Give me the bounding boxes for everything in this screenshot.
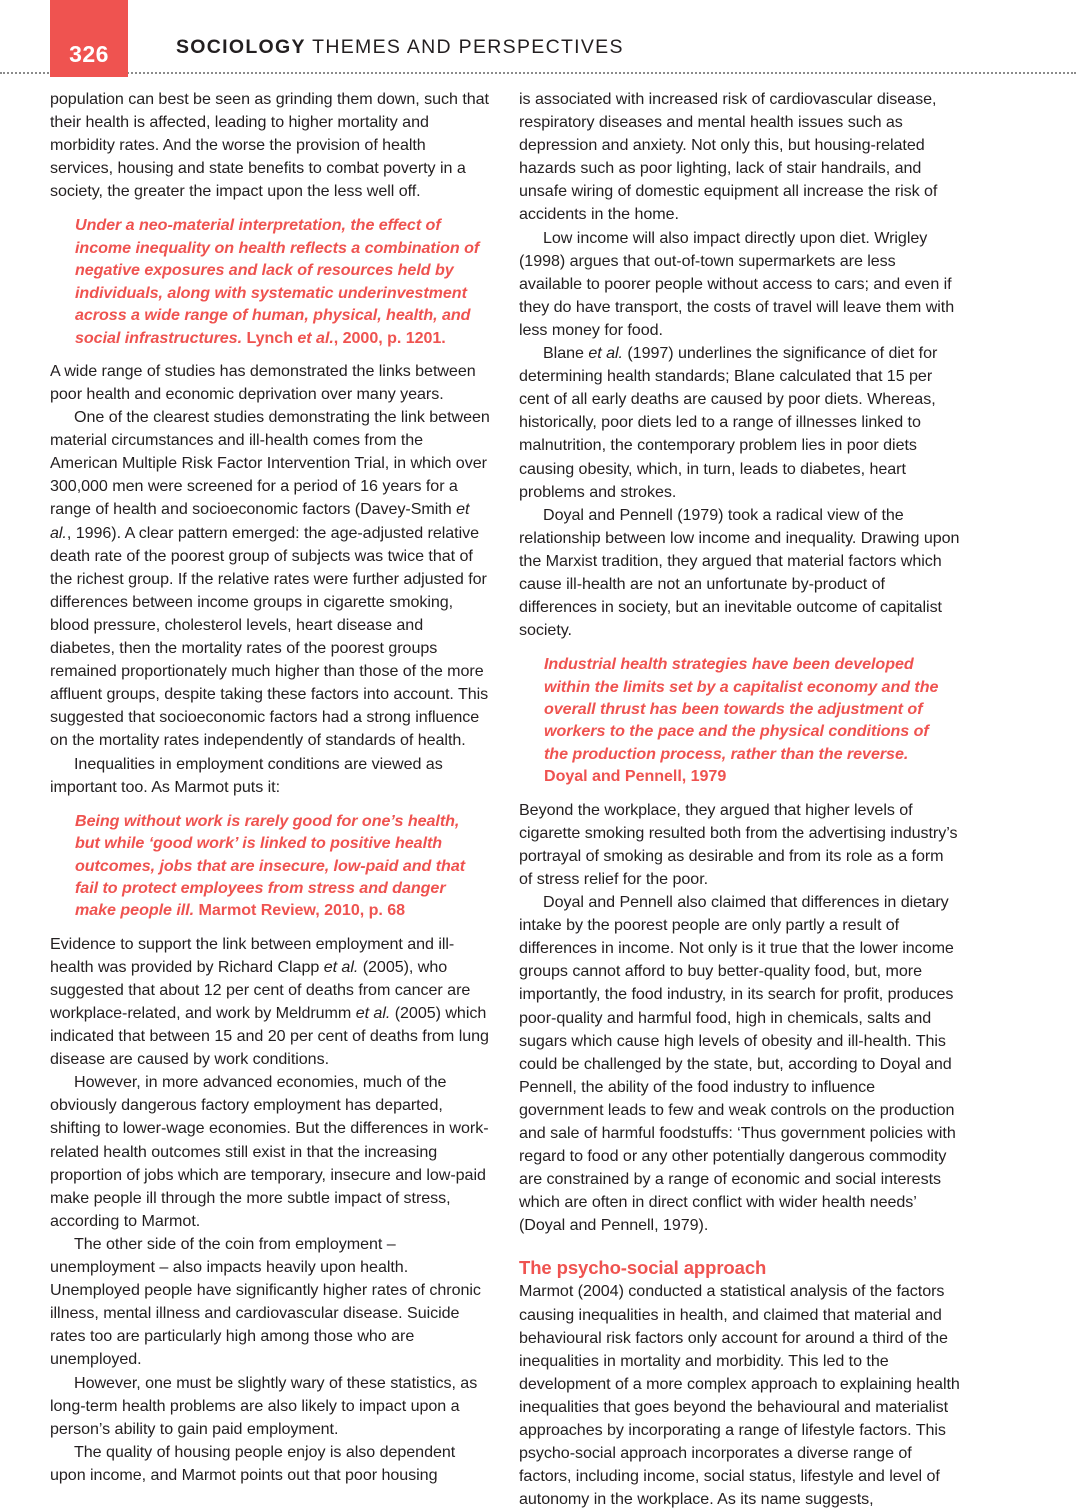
citation-author: Lynch: [246, 328, 298, 347]
paragraph: is associated with increased risk of cardiovascular disease, respiratory diseases and mental health issues such as depression and anxiety. Not only this, but housing-related hazards such as poor lighting, lack of stair handrails, and unsafe wiring of domestic equipment all increase the risk of accidents in the home.: [519, 90, 938, 224]
quote-text: Being without work is rarely good for one’s health, but while ‘good work’ is linked to positive health outcomes, jobs that are insecure, low-paid and that fail to protect employees from stress and danger make people ill.: [75, 811, 466, 920]
header-dotted-rule: [0, 72, 1076, 74]
paragraph-part: (2005), who suggested that about 12 per cent of deaths from cancer are workplace-related, and work by Meldrumm: [50, 957, 471, 1022]
paragraph: A wide range of studies has demonstrated the links between poor health and economic deprivation over many years.: [50, 361, 476, 403]
paragraph: Doyal and Pennell (1979) took a radical view of the relationship between low income and inequality. Drawing upon the Marxist tradition, they argued that material factors which cause ill-health are not an unfortunate by-product of differences in society, but an inevitable outcome of capitalist society.: [519, 505, 960, 640]
paragraph-part: One of the clearest studies demonstrating the link between material circumstances and ill-health comes from the American Multiple Risk Factor Intervention Trial, in which over 300,000 men were screened for a period of 16 years for a range of health and socioeconomic factors (Davey-Smith: [50, 408, 490, 519]
paragraph: Marmot (2004) conducted a statistical analysis of the factors causing inequalities in health, and claimed that material and behavioural risk factors only account for around a third of the inequalities in mortality and morbidity. This led to the development of a more complex approach to explaining health inequalities that goes beyond the behavioural and materialist approaches by incorporating a range of lifestyle factors. This psycho-social approach incorporates a diverse range of factors, including income, social status, lifestyle and level of autonomy in the workplace. As its name suggests,: [519, 1282, 960, 1509]
paragraph: Doyal and Pennell also claimed that differences in dietary intake by the poorest people are only partly a result of differences in income. Not only is it true that the lower income groups cannot afford to buy better-quality food, but, more importantly, the food industry, in its search for profit, produces poor-quality and harmful food, high in chemicals, salts and sugars which cause high levels of obesity and ill-health. This could be challenged by the state, but, according to Doyal and Pennell, the ability of the food industry to influence government leads to few and weak controls on the production and sale of harmful foodstuffs: ‘Thus government policies with regard to food or any other potentially dangerous commodity are constrained by a range of economic and social interests which are often in direct conflict with wider health needs’ (Doyal and Pennell, 1979).: [519, 893, 956, 1235]
section-heading-psycho-social: The psycho-social approach: [519, 1257, 767, 1279]
paragraph: However, one must be slightly wary of these statistics, as long-term health problems are also likely to impact upon a person’s ability to gain paid employment.: [50, 1373, 478, 1438]
paragraph-part: Blane: [543, 344, 589, 363]
paragraph: Inequalities in employment conditions are viewed as important too. As Marmot puts it:: [50, 754, 443, 796]
left-column: [50, 88, 491, 1511]
right-column: [519, 88, 960, 1511]
paragraph: Low income will also impact directly upon diet. Wrigley (1998) argues that out-of-town supermarkets are less available to poorer people without access to cars; and even if they do have transport, the costs of travel will leave them with less money for food.: [519, 228, 955, 339]
paragraph: [50, 933, 491, 1072]
paragraph-part: (2005) which indicated that between 15 and 20 per cent of deaths from lung disease are caused by work conditions.: [50, 1004, 489, 1069]
quote-citation: Marmot Review, 2010, p. 68: [198, 901, 406, 920]
pull-quote-doyal-pennell: [544, 653, 950, 787]
citation-etal: et al.: [588, 344, 623, 363]
quote-citation: Doyal and Pennell, 1979: [544, 767, 727, 786]
running-head-strong: SOCIOLOGY: [176, 36, 306, 58]
page-number: 326: [69, 41, 109, 67]
citation-etal: et al.: [355, 1004, 391, 1022]
quote-text: Industrial health strategies have been developed within the limits set by a capitalist economy and the overall thrust has been towards the adjustment of workers to the pace and the physical conditions of the production process, rather than the reverse.: [544, 655, 939, 763]
citation-etal: et al.: [297, 328, 334, 347]
running-head-rest: THEMES AND PERSPECTIVES: [305, 36, 624, 58]
paragraph: Beyond the workplace, they argued that higher levels of cigarette smoking resulted both from the advertising industry’s portrayal of smoking as desirable and from its role as a form of stress relief for the poor.: [519, 800, 958, 888]
citation-etal: et al.: [323, 957, 359, 976]
paragraph: However, in more advanced economies, much of the obviously dangerous factory employment has departed, shifting to lower-wage economies. But the differences in work-related health outcomes still exist in that the increasing proportion of jobs which are temporary, insecure and low-paid make people ill through the more subtle impact of stress, according to Marmot.: [50, 1073, 489, 1230]
paragraph: The quality of housing people enjoy is also dependent upon income, and Marmot points out that poor housing: [50, 1442, 456, 1484]
paragraph-part: Evidence to support the link between employment and ill-health was provided by Richard Clapp: [50, 934, 455, 976]
page-number-box: [50, 0, 128, 77]
paragraph: The other side of the coin from employment – unemployment – also impacts heavily upon health. Unemployed people have significantly higher rates of chronic illness, mental illness and cardiovascular disease. Suicide rates too are particularly high among those who are unemployed.: [50, 1234, 481, 1369]
pull-quote-lynch: [75, 214, 481, 348]
paragraph: [50, 406, 491, 752]
quote-text: Under a neo-material interpretation, the effect of income inequality on health reflects a combination of negative exposures and lack of resources held by individuals, along with systematic underinvestment across a wide range of human, physical, health, and social infrastructures.: [75, 216, 480, 347]
paragraph-part: (1997) underlines the significance of diet for determining health standards; Blane calculated that 15 per cent of all early deaths are caused by poor diets. Whereas, historically, poor diets led to a range of illnesses linked to malnutrition, the contemporary problem lies in poor diets causing obesity, which, in turn, leads to diabetes, heart problems and strokes.: [519, 344, 938, 501]
paragraph: population can best be seen as grinding them down, such that their health is affected, leading to higher mortality and morbidity rates. And the worse the provision of health services, housing and state benefits to combat poverty in a society, the greater the impact upon the less well off.: [50, 90, 489, 201]
quote-citation: [246, 329, 445, 347]
pull-quote-marmot: [75, 810, 481, 922]
citation-etal: et al.: [50, 500, 470, 542]
citation-rest: , 2000, p. 1201.: [333, 328, 446, 347]
body-columns: [50, 88, 960, 1511]
paragraph-part: , 1996). A clear pattern emerged: the age-adjusted relative death rate of the poorest group of subjects was twice that of the richest group. If the relative rates were further adjusted for differences between income groups in cigarette smoking, blood pressure, cholesterol levels, heart disease and diabetes, then the mortality rates of the poorest groups remained proportionately much higher than those of the more affluent groups, despite taking these factors into account. This suggested that socioeconomic factors had a strong influence on the mortality rates independently of standards of health.: [50, 523, 489, 750]
page-header: [0, 0, 1076, 78]
paragraph: [519, 342, 960, 504]
running-head: [176, 38, 624, 58]
